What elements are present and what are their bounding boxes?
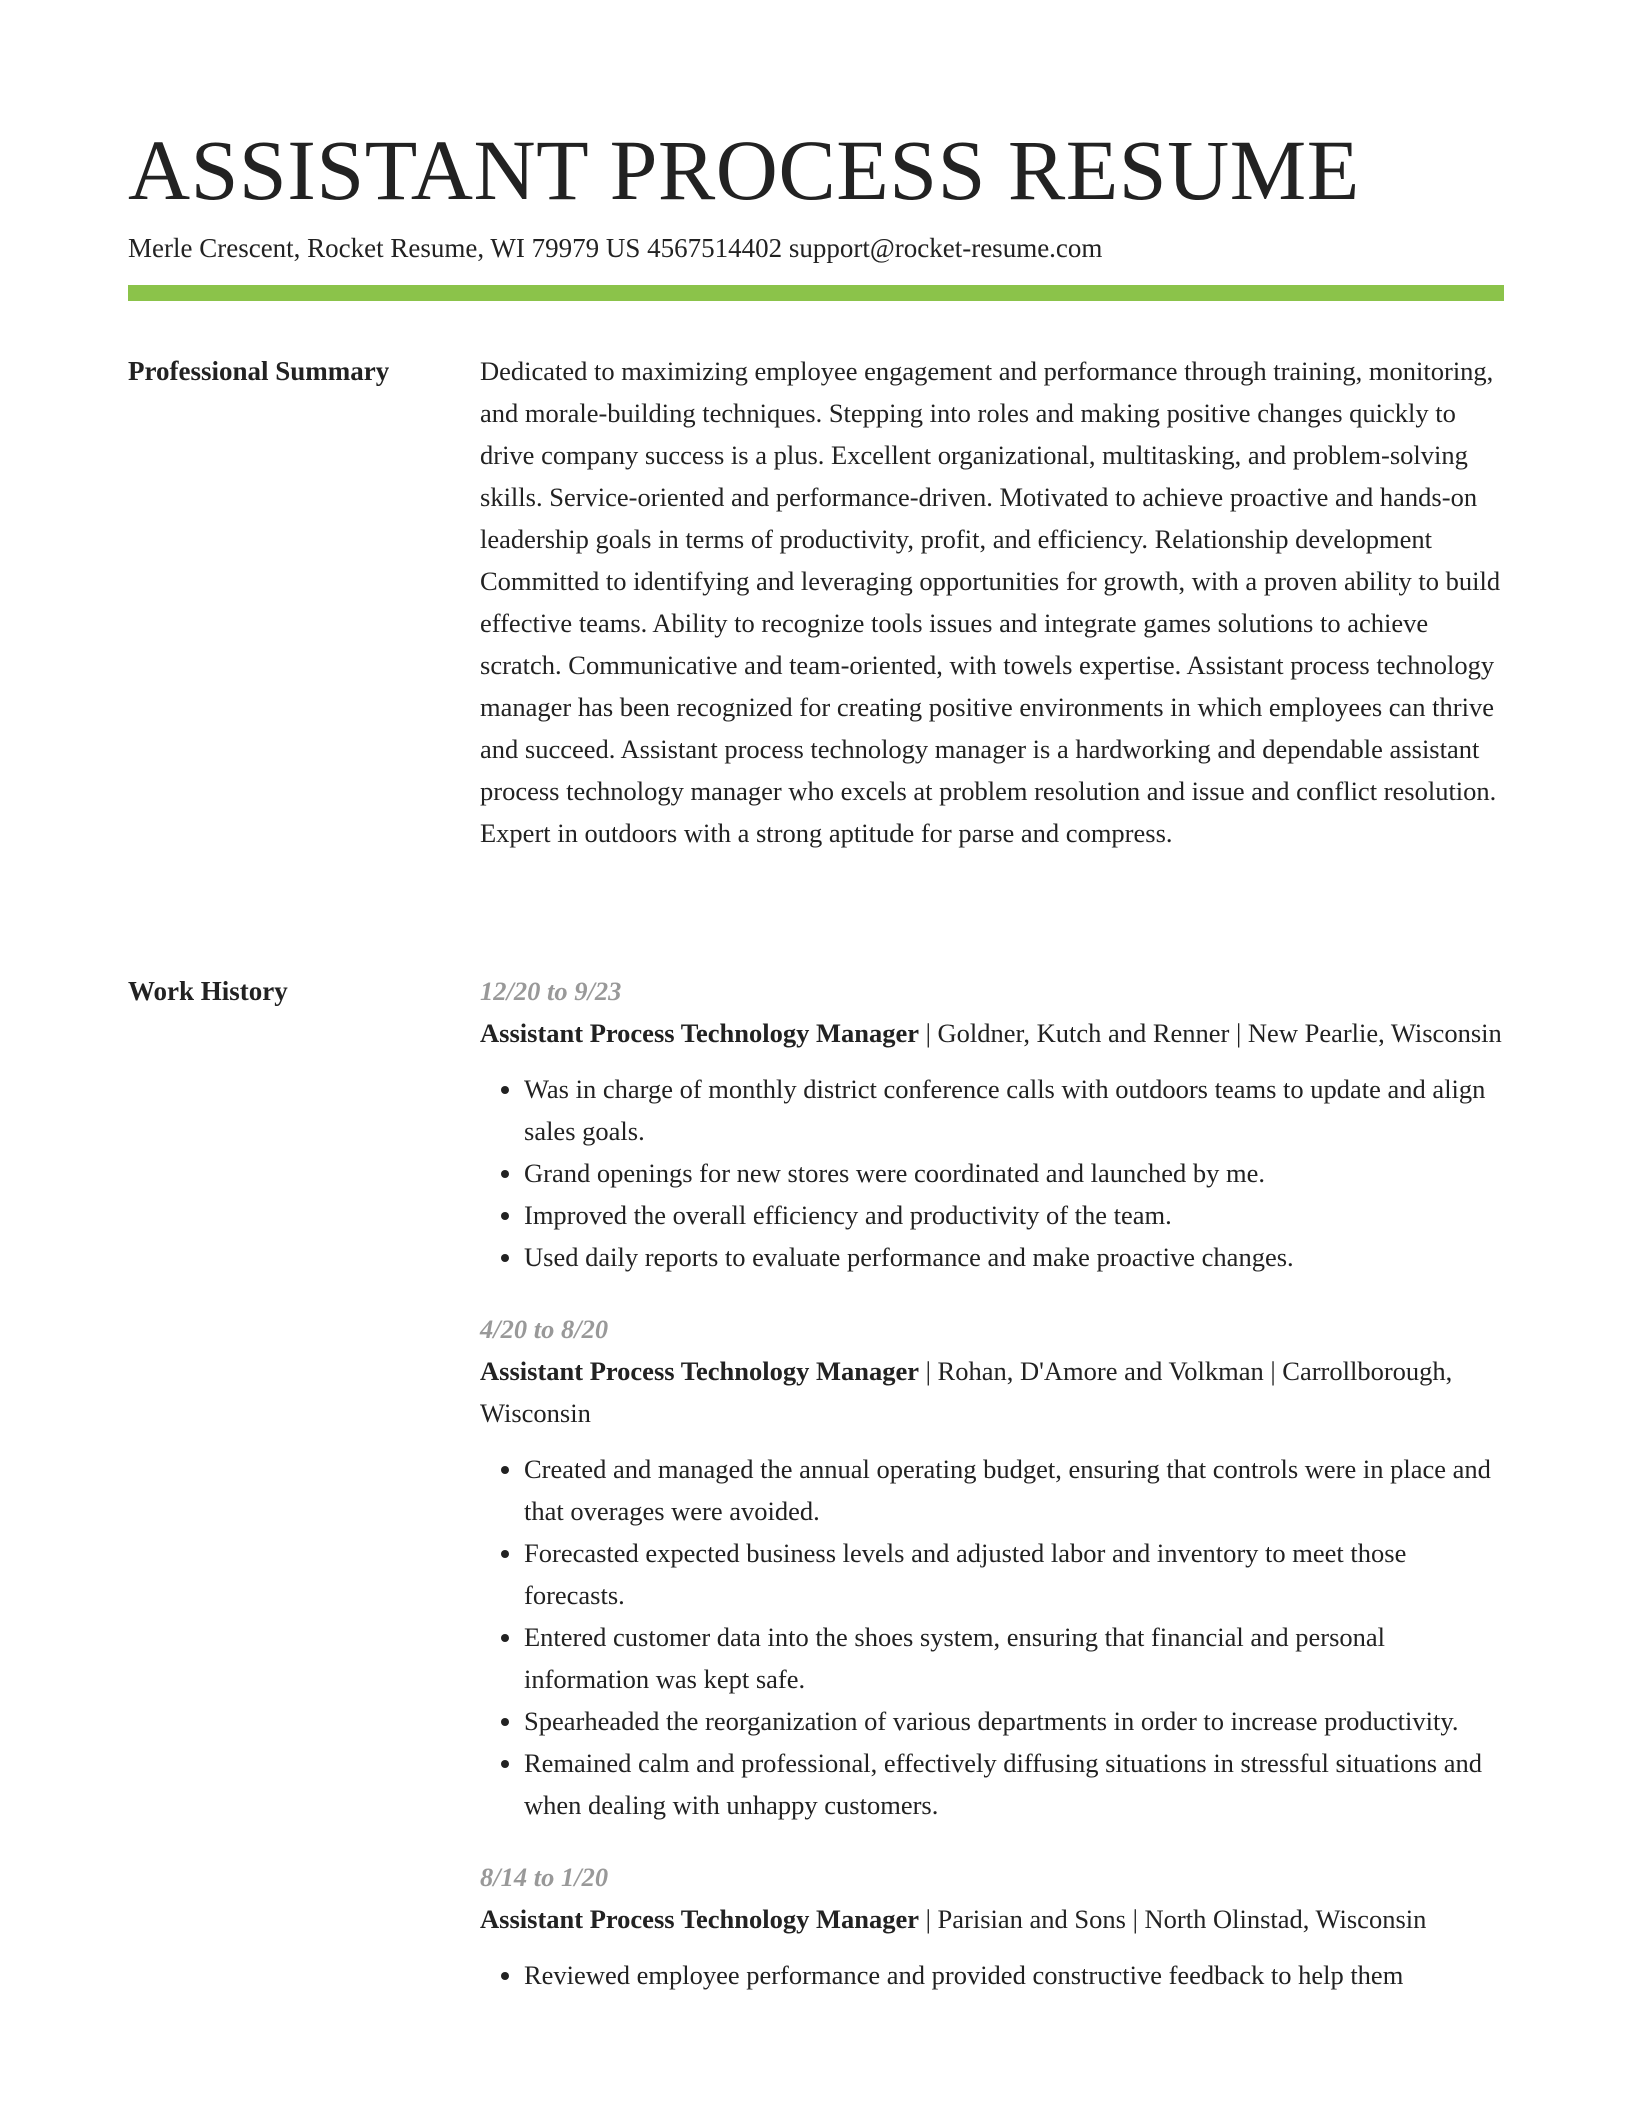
job-dates: 12/20 to 9/23 [480, 976, 622, 1006]
summary-label: Professional Summary [128, 356, 390, 386]
work-history-label: Work History [128, 976, 288, 1006]
duty-item: • Reviewed employee performance and provided constructive feedback to help them [524, 1954, 1504, 1996]
duty-item: • Created and managed the annual operating budget, ensuring that controls were in place and that overages were avoided. [524, 1448, 1504, 1532]
duty-item: • Grand openings for new stores were coordinated and launched by me. [524, 1152, 1504, 1194]
job-heading [480, 1012, 1504, 1054]
duty-item: • Spearheaded the reorganization of various departments in order to increase productivity. [524, 1700, 1504, 1742]
job-duties [480, 1448, 1504, 1826]
job-heading [480, 1898, 1504, 1940]
duty-item: • Forecasted expected business levels and adjusted labor and inventory to meet those forecasts. [524, 1532, 1504, 1616]
duty-item: • Remained calm and professional, effectively diffusing situations in stressful situations and when dealing with unhappy customers. [524, 1742, 1504, 1826]
job-entry [480, 970, 1504, 1278]
job-dates: 4/20 to 8/20 [480, 1314, 609, 1344]
summary-text: Dedicated to maximizing employee engagement and performance through training, monitoring, and morale-building techniques. Stepping into roles and making positive changes quickly to drive company success is a plus. Excellent organizational, multitasking, and problem-solving skills. Service-oriented and performance-driven. Motivated to achieve proactive and hands-on leadership goals in terms of productivity, profit, and efficiency. Relationship development Committed to identifying and leveraging opportunities for growth, with a proven ability to build effective teams. Ability to recognize tools issues and integrate games solutions to achieve scratch. Communicative and team-oriented, with towels expertise. Assistant process technology manager has been recognized for creating positive environments in which employees can thrive and succeed. Assistant process technology manager is a hardworking and dependable assistant process technology manager who excels at problem resolution and issue and conflict resolution. Expert in outdoors with a strong aptitude for parse and compress. [480, 356, 1501, 848]
contact-info: Merle Crescent, Rocket Resume, WI 79979 US 4567514402 support@rocket-resume.com [128, 233, 1103, 263]
duty-item: • Was in charge of monthly district conference calls with outdoors teams to update and align sales goals. [524, 1068, 1504, 1152]
job-entry [480, 1308, 1504, 1826]
job-dates: 8/14 to 1/20 [480, 1862, 609, 1892]
job-title: Assistant Process Technology Manager [480, 1356, 919, 1386]
header-divider [128, 285, 1504, 301]
duty-item: • Used daily reports to evaluate performance and make proactive changes. [524, 1236, 1504, 1278]
job-title: Assistant Process Technology Manager [480, 1904, 919, 1934]
job-employer-location: | Parisian and Sons | North Olinstad, Wisconsin [918, 1904, 1427, 1934]
duty-item: • Improved the overall efficiency and productivity of the team. [524, 1194, 1504, 1236]
job-heading [480, 1350, 1504, 1434]
duty-item: • Entered customer data into the shoes system, ensuring that financial and personal information was kept safe. [524, 1616, 1504, 1700]
job-entry [480, 1856, 1504, 1996]
job-title: Assistant Process Technology Manager [480, 1018, 919, 1048]
job-duties [480, 1068, 1504, 1278]
resume-title: ASSISTANT PROCESS RESUME [128, 122, 1360, 218]
job-employer-location: | Rohan, D'Amore and Volkman | Carrollborough, Wisconsin [480, 1356, 1453, 1428]
work-history-list [480, 970, 1504, 2026]
job-employer-location: | Goldner, Kutch and Renner | New Pearlie, Wisconsin [918, 1018, 1502, 1048]
job-duties [480, 1954, 1504, 1996]
